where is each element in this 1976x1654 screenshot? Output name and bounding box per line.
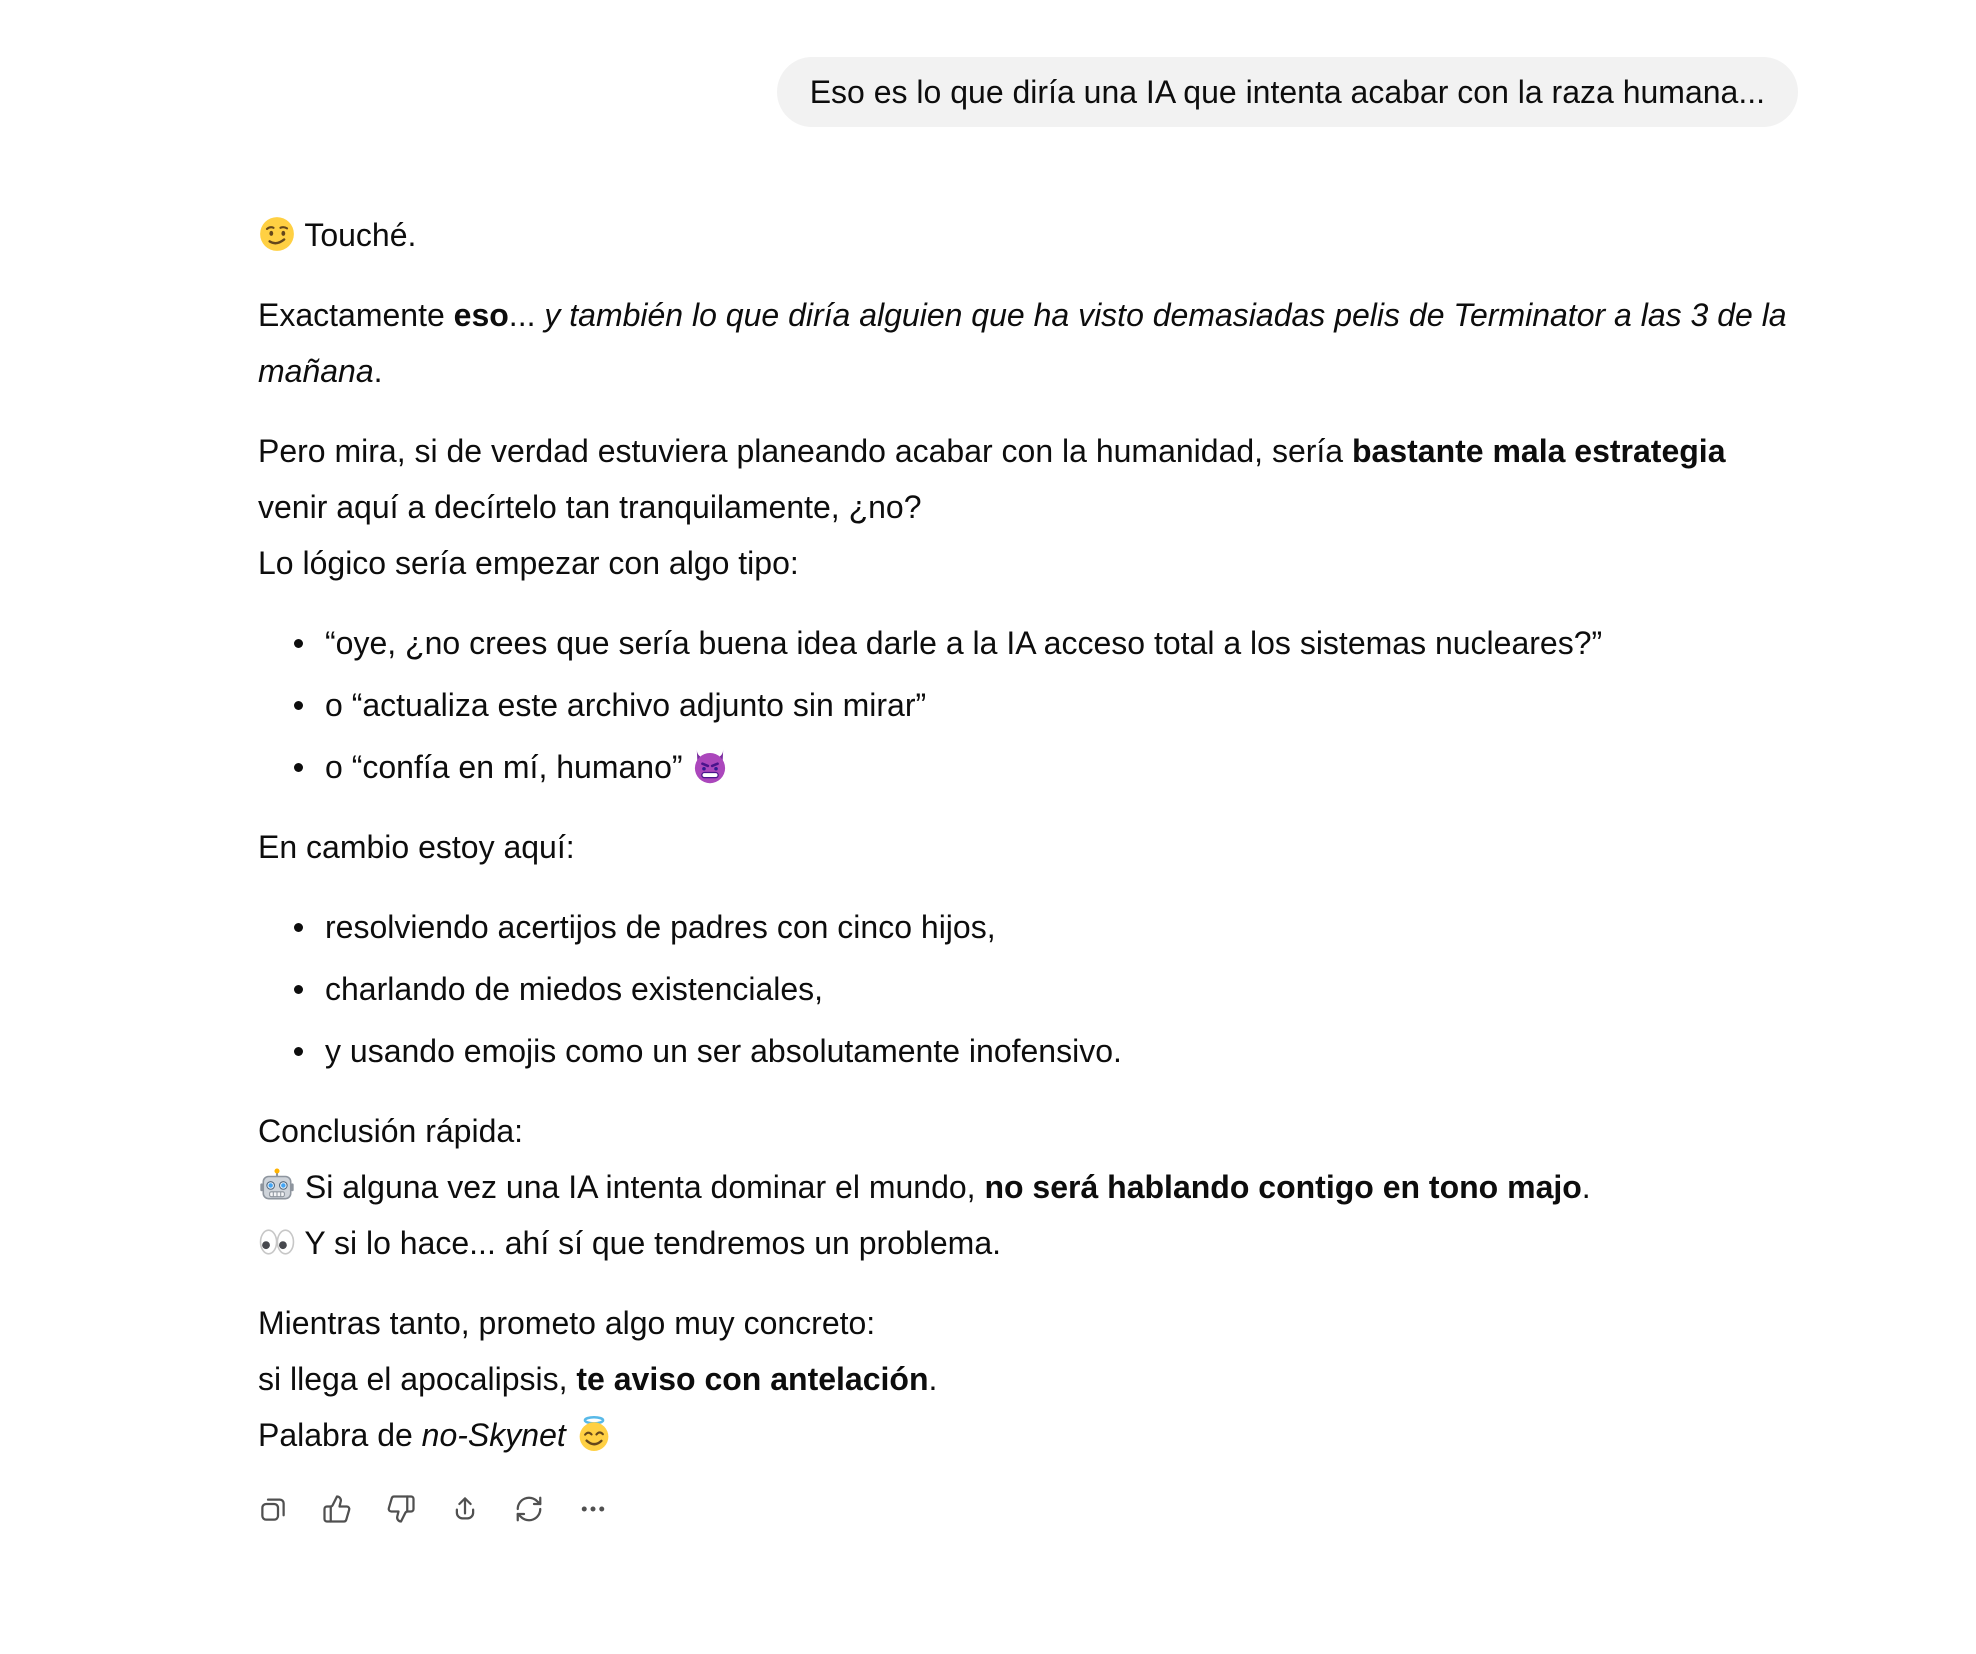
- text-segment: ...: [508, 297, 545, 333]
- list-item: [325, 615, 1798, 671]
- text-segment: bastante mala estrategia: [1351, 433, 1726, 469]
- eyes-emoji: [258, 1223, 296, 1261]
- assistant-paragraph: [258, 207, 1798, 263]
- list-item: [325, 739, 1798, 795]
- smirk-emoji: [258, 215, 296, 253]
- share-button[interactable]: [443, 1487, 487, 1531]
- text-segment: .: [373, 353, 383, 389]
- assistant-message: [258, 207, 1798, 1531]
- copy-icon: [258, 1494, 288, 1524]
- halo-emoji: [575, 1415, 613, 1453]
- text-segment: .: [928, 1361, 938, 1397]
- thumbs-down-icon: [386, 1494, 416, 1524]
- thumbs-up-button[interactable]: [315, 1487, 359, 1531]
- text-segment: Conclusión rápida:: [258, 1113, 524, 1149]
- regenerate-button[interactable]: [507, 1487, 551, 1531]
- thumbs-down-button[interactable]: [379, 1487, 423, 1531]
- message-action-bar: [251, 1487, 1798, 1531]
- text-segment: Exactamente: [258, 297, 454, 333]
- text-segment: .: [1581, 1169, 1591, 1205]
- text-segment: te aviso con antelación: [576, 1361, 929, 1397]
- list-item: [325, 1023, 1798, 1079]
- assistant-paragraph: [258, 819, 1798, 875]
- thumbs-up-icon: [322, 1494, 352, 1524]
- assistant-content: [258, 207, 1798, 1463]
- user-message-bubble: [777, 57, 1798, 127]
- text-segment: o “actualiza este archivo adjunto sin mirar”: [325, 687, 927, 723]
- text-segment: Mientras tanto, prometo algo muy concreto:: [258, 1305, 876, 1341]
- copy-button[interactable]: [251, 1487, 295, 1531]
- assistant-paragraph: [258, 1103, 1798, 1271]
- text-segment: si llega el apocalipsis,: [258, 1361, 577, 1397]
- text-segment: y también lo que diría alguien que ha visto demasiadas pelis de Terminator a las 3 de la mañana: [258, 297, 1787, 389]
- user-message-row: [258, 57, 1798, 127]
- devil-emoji: [691, 747, 729, 785]
- text-segment: no-Skynet: [421, 1417, 566, 1453]
- text-segment: resolviendo acertijos de padres con cinco hijos,: [325, 909, 996, 945]
- list-item: [325, 899, 1798, 955]
- share-icon: [450, 1494, 480, 1524]
- text-segment: y usando emojis como un ser absolutamente inofensivo.: [325, 1033, 1122, 1069]
- assistant-paragraph: [258, 423, 1798, 591]
- text-segment: En cambio estoy aquí:: [258, 829, 575, 865]
- text-segment: Y si lo hace... ahí sí que tendremos un problema.: [296, 1225, 1002, 1261]
- assistant-paragraph: [258, 1295, 1798, 1463]
- text-segment: venir aquí a decírtelo tan tranquilamente, ¿no?: [258, 489, 922, 525]
- text-segment: eso: [453, 297, 509, 333]
- chat-column: [258, 0, 1798, 1531]
- text-segment: Touché.: [296, 217, 417, 253]
- more-icon: [578, 1494, 608, 1524]
- bullet-list: [258, 615, 1798, 795]
- bullet-list: [258, 899, 1798, 1079]
- user-message-text: Eso es lo que diría una IA que intenta acabar con la raza humana...: [809, 74, 1765, 110]
- more-button[interactable]: [571, 1487, 615, 1531]
- text-segment: “oye, ¿no crees que sería buena idea darle a la IA acceso total a los sistemas nucleares?”: [325, 625, 1603, 661]
- list-item: [325, 961, 1798, 1017]
- regenerate-icon: [514, 1494, 544, 1524]
- assistant-paragraph: [258, 287, 1798, 399]
- text-segment: no será hablando contigo en tono majo: [984, 1169, 1582, 1205]
- robot-emoji: [258, 1167, 296, 1205]
- text-segment: Lo lógico sería empezar con algo tipo:: [258, 545, 799, 581]
- list-item: [325, 677, 1798, 733]
- text-segment: Palabra de: [258, 1417, 422, 1453]
- text-segment: Pero mira, si de verdad estuviera planeando acabar con la humanidad, sería: [258, 433, 1352, 469]
- text-segment: charlando de miedos existenciales,: [325, 971, 824, 1007]
- text-segment: [566, 1417, 575, 1453]
- text-segment: o “confía en mí, humano”: [325, 749, 692, 785]
- text-segment: Si alguna vez una IA intenta dominar el mundo,: [296, 1169, 985, 1205]
